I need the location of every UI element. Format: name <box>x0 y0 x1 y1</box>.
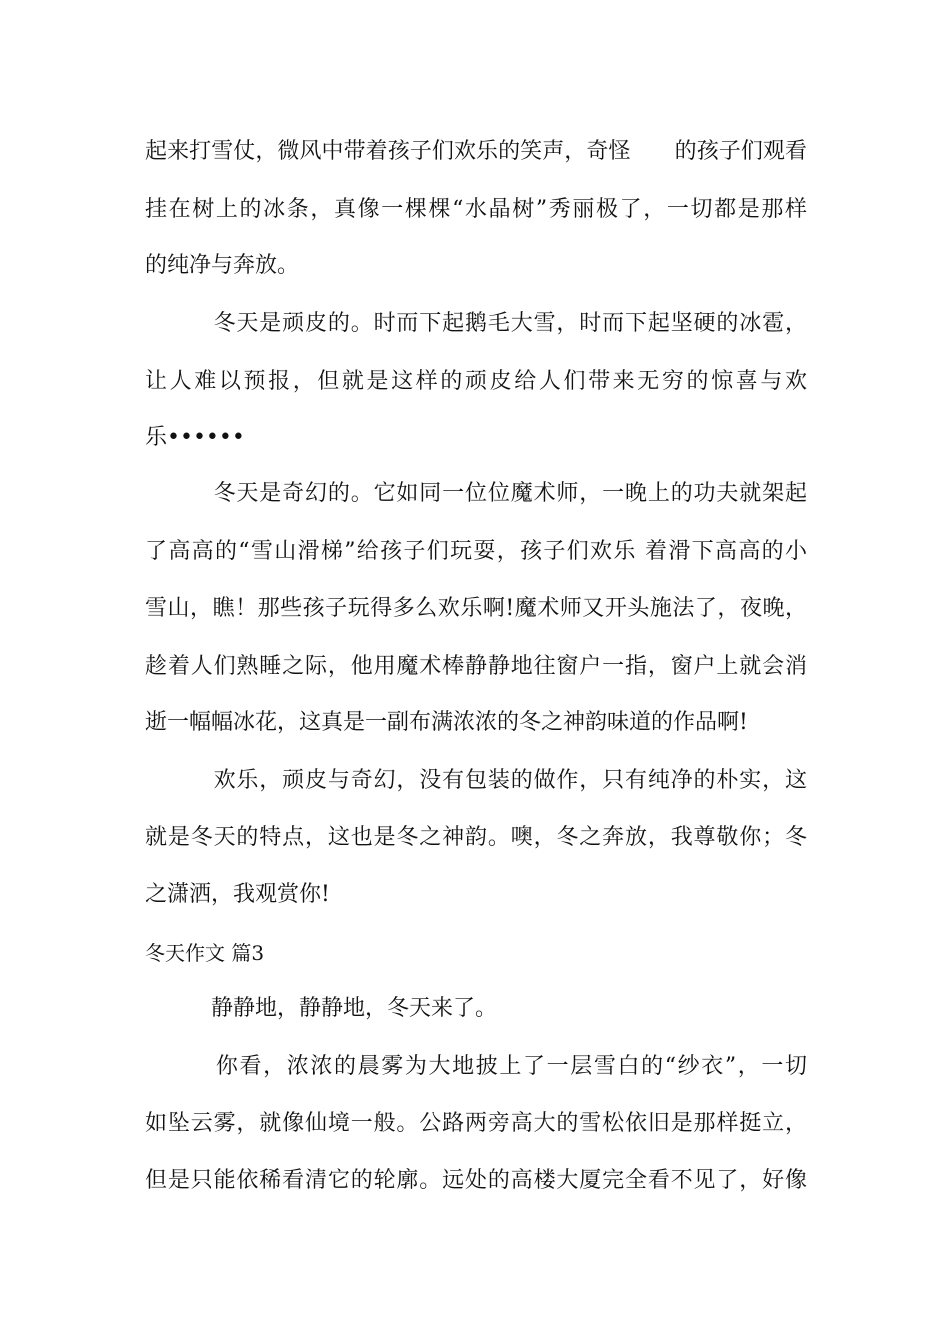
text-line-6: 乐•••••• <box>145 425 245 450</box>
text-line-7: 冬天是奇幻的。它如同一位位魔术师，一晚上的功夫就架起 <box>145 481 807 506</box>
text-line-14: 之潇洒，我观赏你! <box>145 882 330 907</box>
text-line-4: 冬天是顽皮的。时而下起鹅毛大雪，时而下起坚硬的冰雹， <box>145 311 807 336</box>
text-line-5: 让人难以预报，但就是这样的顽皮给人们带来无穷的惊喜与欢 <box>145 369 807 394</box>
text-line-11: 逝一幅幅冰花，这真是一副布满浓浓的冬之神韵味道的作品啊! <box>145 710 748 735</box>
text-line-18: 如坠云雾，就像仙境一般。公路两旁高大的雪松依旧是那样挺立， <box>145 1111 807 1136</box>
section-heading: 冬天作文 篇3 <box>145 941 265 965</box>
text-line-13: 就是冬天的特点，这也是冬之神韵。噢，冬之奔放，我尊敬你；冬 <box>145 825 807 850</box>
text-line-3: 的纯净与奔放。 <box>145 253 300 278</box>
text-line-16: 静静地，静静地，冬天来了。 <box>145 996 498 1021</box>
text-line-8: 了高高的“雪山滑梯”给孩子们玩耍，孩子们欢乐 着滑下高高的小 <box>145 539 807 564</box>
text-line-2: 挂在树上的冰条，真像一棵棵“水晶树”秀丽极了，一切都是那样 <box>145 197 807 222</box>
text-line-1: 起来打雪仗，微风中带着孩子们欢乐的笑声，奇怪 的孩子们观看 <box>145 139 807 164</box>
text-line-19: 但是只能依稀看清它的轮廓。远处的高楼大厦完全看不见了，好像 <box>145 1168 807 1193</box>
text-line-10: 趁着人们熟睡之际，他用魔术棒静静地往窗户一指，窗户上就会消 <box>145 654 807 679</box>
text-line-9: 雪山，瞧！那些孩子玩得多么欢乐啊!魔术师又开头施法了，夜晚， <box>145 596 807 621</box>
text-line-12: 欢乐，顽皮与奇幻，没有包装的做作，只有纯净的朴实，这 <box>145 768 807 793</box>
text-line-17: 你看，浓浓的晨雾为大地披上了一层雪白的“纱衣”，一切 <box>145 1054 807 1079</box>
